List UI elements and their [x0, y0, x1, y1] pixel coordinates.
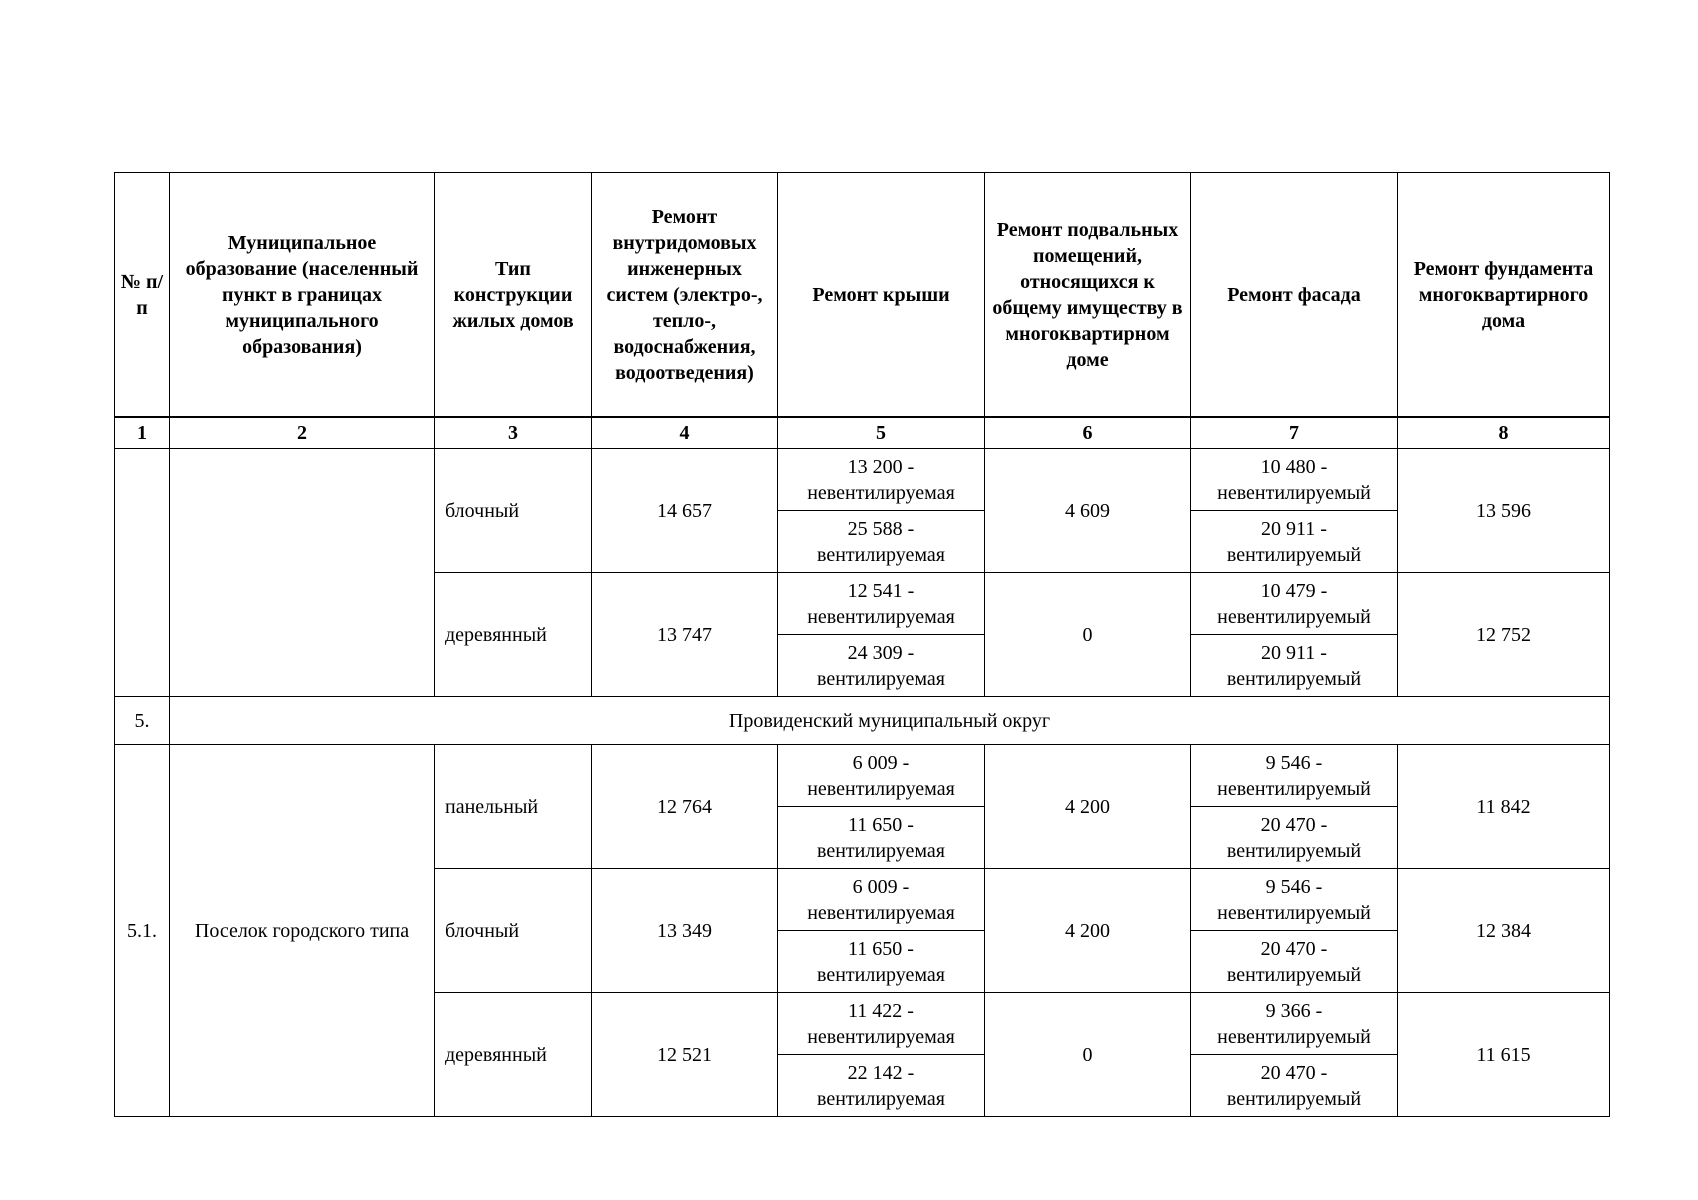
- column-number-row: [115, 417, 1610, 449]
- roof-unventilated: 11 422 - невентилируемая: [778, 993, 985, 1055]
- region-name: Провиденский муниципальный округ: [170, 697, 1610, 745]
- construction-type: деревянный: [435, 573, 592, 697]
- table-row: [115, 449, 1610, 511]
- table-row: [115, 745, 1610, 807]
- column-number: 7: [1191, 417, 1398, 449]
- column-number: 8: [1398, 417, 1610, 449]
- tariff-table: [114, 172, 1610, 1117]
- facade-ventilated: 20 470 - вентилируемый: [1191, 807, 1398, 869]
- basement-value: 4 200: [985, 869, 1191, 993]
- roof-unventilated: 6 009 - невентилируемая: [778, 869, 985, 931]
- municipality-name: Поселок городского типа: [170, 745, 435, 1117]
- basement-value: 0: [985, 573, 1191, 697]
- header-engineering-systems: Ремонт внутридомовых инженерных систем (электро-, тепло-, водоснабжения, водоотведения): [592, 173, 778, 418]
- column-number: 4: [592, 417, 778, 449]
- column-number: 1: [115, 417, 170, 449]
- facade-unventilated: 9 366 - невентилируемый: [1191, 993, 1398, 1055]
- header-construction-type: Тип конструкции жилых домов: [435, 173, 592, 418]
- header-facade: Ремонт фасада: [1191, 173, 1398, 418]
- column-number: 3: [435, 417, 592, 449]
- roof-ventilated: 25 588 - вентилируемая: [778, 511, 985, 573]
- facade-unventilated: 10 479 - невентилируемый: [1191, 573, 1398, 635]
- row-num: 5.1.: [115, 745, 170, 1117]
- facade-ventilated: 20 911 - вентилируемый: [1191, 511, 1398, 573]
- construction-type: блочный: [435, 449, 592, 573]
- construction-type: панельный: [435, 745, 592, 869]
- foundation-value: 11 615: [1398, 993, 1610, 1117]
- header-foundation: Ремонт фундамента многоквартирного дома: [1398, 173, 1610, 418]
- header-basement: Ремонт подвальных помещений, относящихся к общему имуществу в многоквартирном доме: [985, 173, 1191, 418]
- roof-ventilated: 11 650 - вентилируемая: [778, 807, 985, 869]
- basement-value: 4 609: [985, 449, 1191, 573]
- roof-ventilated: 22 142 - вентилируемая: [778, 1055, 985, 1117]
- column-number: 2: [170, 417, 435, 449]
- foundation-value: 13 596: [1398, 449, 1610, 573]
- column-number: 5: [778, 417, 985, 449]
- header-num: № п/п: [115, 173, 170, 418]
- foundation-value: 12 384: [1398, 869, 1610, 993]
- facade-unventilated: 9 546 - невентилируемый: [1191, 869, 1398, 931]
- foundation-value: 12 752: [1398, 573, 1610, 697]
- roof-ventilated: 24 309 - вентилируемая: [778, 635, 985, 697]
- roof-unventilated: 12 541 - невентилируемая: [778, 573, 985, 635]
- roof-unventilated: 6 009 - невентилируемая: [778, 745, 985, 807]
- column-number: 6: [985, 417, 1191, 449]
- foundation-value: 11 842: [1398, 745, 1610, 869]
- facade-unventilated: 10 480 - невентилируемый: [1191, 449, 1398, 511]
- construction-type: деревянный: [435, 993, 592, 1117]
- basement-value: 0: [985, 993, 1191, 1117]
- facade-ventilated: 20 470 - вентилируемый: [1191, 931, 1398, 993]
- row-num-empty: [115, 449, 170, 697]
- roof-ventilated: 11 650 - вентилируемая: [778, 931, 985, 993]
- facade-ventilated: 20 911 - вентилируемый: [1191, 635, 1398, 697]
- header-roof: Ремонт крыши: [778, 173, 985, 418]
- systems-value: 14 657: [592, 449, 778, 573]
- municipality-empty: [170, 449, 435, 697]
- systems-value: 13 349: [592, 869, 778, 993]
- region-num: 5.: [115, 697, 170, 745]
- facade-unventilated: 9 546 - невентилируемый: [1191, 745, 1398, 807]
- header-row: [115, 173, 1610, 418]
- construction-type: блочный: [435, 869, 592, 993]
- systems-value: 13 747: [592, 573, 778, 697]
- basement-value: 4 200: [985, 745, 1191, 869]
- facade-ventilated: 20 470 - вентилируемый: [1191, 1055, 1398, 1117]
- systems-value: 12 764: [592, 745, 778, 869]
- header-municipality: Муниципальное образование (населенный пункт в границах муниципального образования): [170, 173, 435, 418]
- roof-unventilated: 13 200 - невентилируемая: [778, 449, 985, 511]
- systems-value: 12 521: [592, 993, 778, 1117]
- region-row: [115, 697, 1610, 745]
